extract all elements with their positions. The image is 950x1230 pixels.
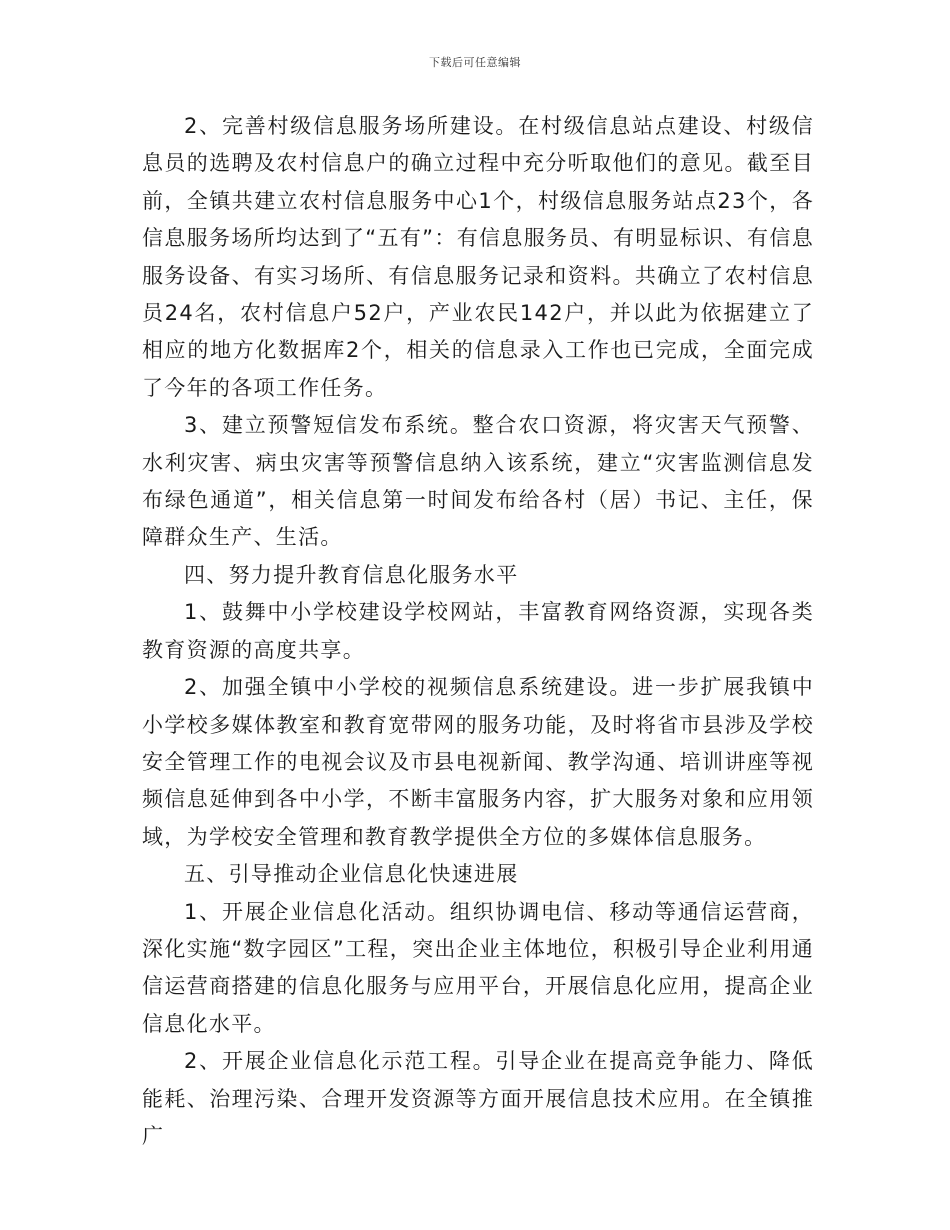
paragraph-village-info-sites: 2、完善村级信息服务场所建设。在村级信息站点建设、村级信息员的选聘及农村信息户的确立过程中充分听取他们的意见。截至目前，全镇共建立农村信息服务中心1个，村级信息服务站点23个，各信息服务场所均达到了“五有”：有信息服务员、有明显标识、有信息服务设备、有实习场所、有信息服务记录和资料。共确立了农村信息员24名，农村信息户52户，产业农民142户，并以此为依据建立了相应的地方化数据库2个，相关的信息录入工作也已完成，全面完成了今年的各项工作任务。 [142, 114, 814, 400]
paragraph-enterprise-activities: 1、开展企业信息化活动。组织协调电信、移动等通信运营商，深化实施“数字园区”工程，突出企业主体地位，积极引导企业利用通信运营商搭建的信息化服务与应用平台，开展信息化应用，提高企业信息化水平。 [142, 899, 814, 1036]
paragraph-enterprise-demo-project: 2、开展企业信息化示范工程。引导企业在提高竞争能力、降低能耗、治理污染、合理开发资源等方面开展信息技术应用。在全镇推广 [142, 1049, 814, 1148]
paragraph-school-video-system: 2、加强全镇中小学校的视频信息系统建设。进一步扩展我镇中小学校多媒体教室和教育宽带网的服务功能，及时将省市县涉及学校安全管理工作的电视会议及市县电视新闻、教学沟通、培训讲座等视频信息延伸到各中小学，不断丰富服务内容，扩大服务对象和应用领域，为学校安全管理和教育教学提供全方位的多媒体信息服务。 [142, 675, 814, 849]
paragraph-warning-sms-system: 3、建立预警短信发布系统。整合农口资源，将灾害天气预警、水利灾害、病虫灾害等预警信息纳入该系统，建立“灾害监测信息发布绿色通道”，相关信息第一时间发布给各村（居）书记、主任，保障群众生产、生活。 [142, 413, 814, 550]
section-heading-education: 四、努力提升教育信息化服务水平 [184, 562, 519, 587]
document-body [142, 108, 814, 1155]
section-heading-enterprise: 五、引导推动企业信息化快速进展 [184, 862, 519, 887]
paragraph-school-websites: 1、鼓舞中小学校建设学校网站，丰富教育网络资源，实现各类教育资源的高度共享。 [142, 600, 814, 662]
page-header-note: 下载后可任意编辑 [429, 56, 521, 69]
